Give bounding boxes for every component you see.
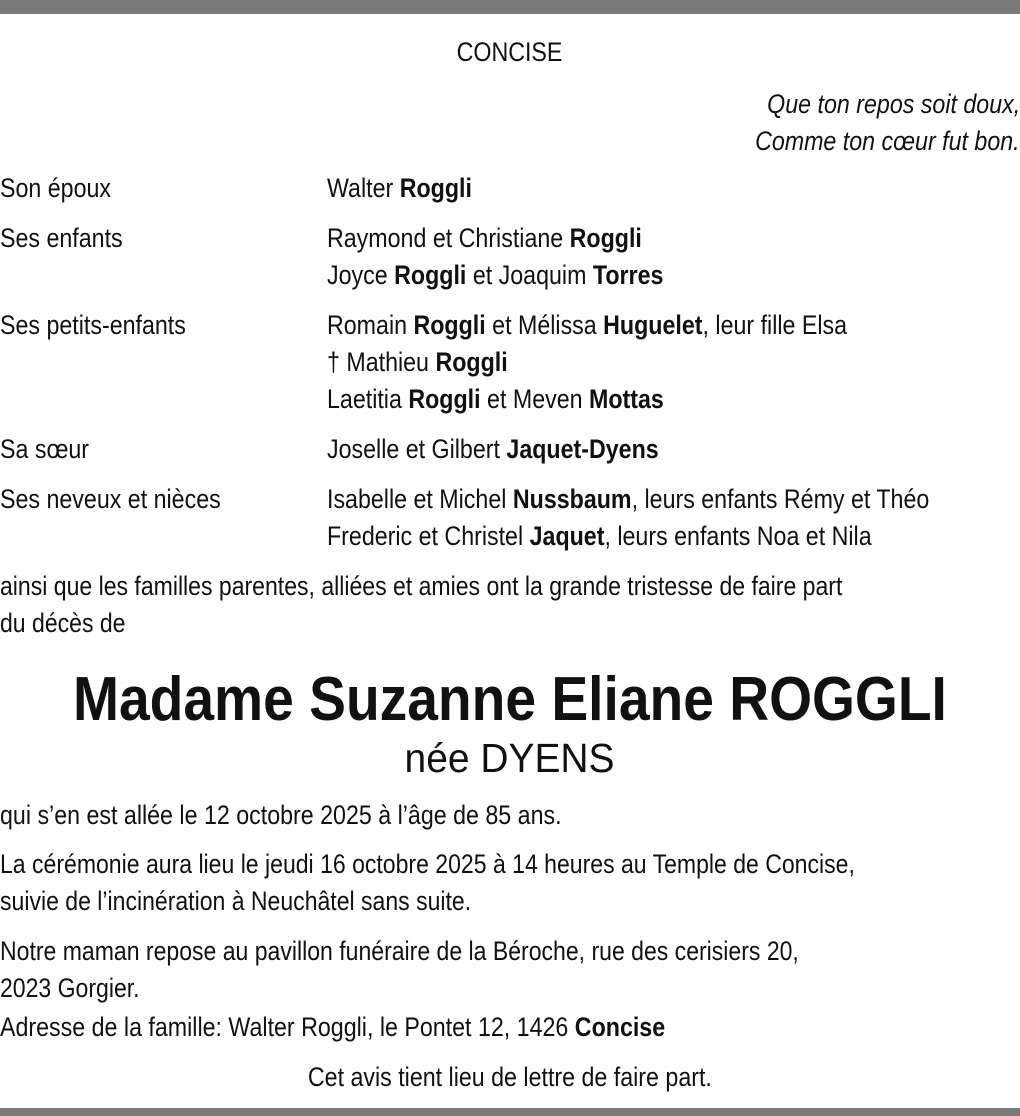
ceremony-line-1: La cérémonie aura lieu le jeudi 16 octobre 2025 à 14 heures au Temple de Concise,	[0, 849, 855, 879]
role-label: Son époux	[0, 173, 112, 203]
family-row-husband	[0, 170, 1020, 207]
rest-line-2: 2023 Gorgier.	[0, 973, 140, 1003]
name-line: Joselle et Gilbert Jaquet-Dyens	[327, 434, 659, 464]
closing-note	[0, 1059, 1020, 1096]
ceremony-line-2: suivie de l’incinération à Neuchâtel sans suite.	[0, 886, 472, 916]
name-line: † Mathieu Roggli	[327, 347, 508, 377]
intro-line-1: ainsi que les familles parentes, alliées et amies ont la grande tristesse de faire part	[0, 571, 843, 601]
verse-line-2: Comme ton cœur fut bon.	[755, 126, 1020, 156]
deceased-name	[0, 664, 1020, 736]
family-row-children	[0, 220, 1020, 294]
role-label: Ses petits-enfants	[0, 310, 186, 340]
rest-line-1: Notre maman repose au pavillon funéraire de la Béroche, rue des cerisiers 20,	[0, 936, 799, 966]
passing-text: qui s’en est allée le 12 octobre 2025 à l’âge de 85 ans.	[0, 800, 562, 830]
name-line: Frederic et Christel Jaquet, leurs enfants Noa et Nila	[327, 521, 872, 551]
family-address	[0, 1009, 1020, 1046]
bottom-border	[0, 1108, 1020, 1116]
family-row-grandchildren	[0, 307, 1020, 418]
name-line: Raymond et Christiane Roggli	[327, 223, 642, 253]
rest-paragraph	[0, 933, 1020, 1007]
address-text: Adresse de la famille: Walter Roggli, le Pontet 12, 1426 Concise	[0, 1012, 666, 1042]
role-label: Sa sœur	[0, 434, 90, 464]
name-line: Romain Roggli et Mélissa Huguelet, leur fille Elsa	[327, 310, 848, 340]
maiden-name	[0, 734, 1020, 782]
announcement-intro	[0, 568, 1020, 642]
intro-line-2: du décès de	[0, 608, 126, 638]
family-row-nephews	[0, 481, 1020, 555]
name-line: Joyce Roggli et Joaquim Torres	[327, 260, 664, 290]
role-label: Ses enfants	[0, 223, 123, 253]
place-text: CONCISE	[457, 37, 563, 67]
name-line: Isabelle et Michel Nussbaum, leurs enfants Rémy et Théo	[327, 484, 930, 514]
family-list	[0, 170, 1020, 568]
name-line: Laetitia Roggli et Meven Mottas	[327, 384, 664, 414]
role-label: Ses neveux et nièces	[0, 484, 221, 514]
top-border	[0, 0, 1020, 14]
verse-line-1: Que ton repos soit doux,	[766, 89, 1020, 119]
verse	[0, 86, 1020, 160]
maiden-name-text: née DYENS	[404, 735, 616, 781]
passing-paragraph	[0, 797, 1020, 834]
place-heading	[0, 36, 1020, 68]
closing-text: Cet avis tient lieu de lettre de faire part.	[308, 1062, 712, 1092]
name-line: Walter Roggli	[327, 173, 472, 203]
ceremony-paragraph	[0, 846, 1020, 920]
deceased-name-text: Madame Suzanne Eliane ROGGLI	[73, 665, 947, 734]
family-row-sister	[0, 431, 1020, 468]
